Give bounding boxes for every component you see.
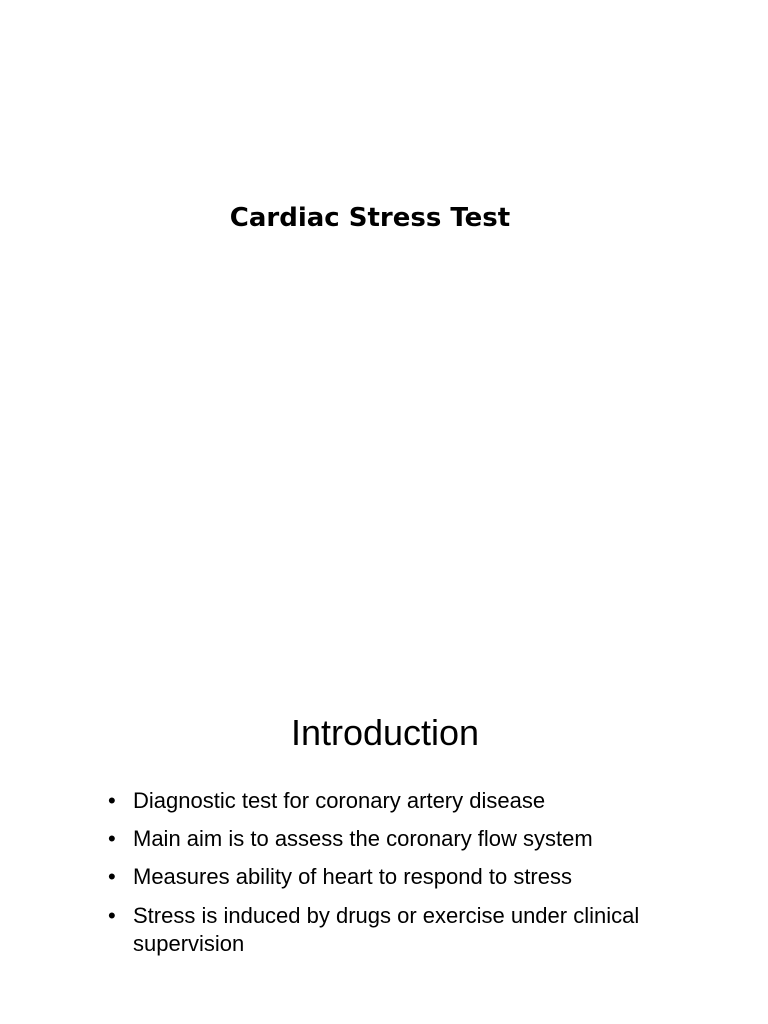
- bullet-dot-icon: •: [108, 826, 116, 851]
- slide-introduction: [0, 700, 768, 1024]
- bullet-item: [108, 825, 673, 853]
- document-title: Cardiac Stress Test: [229, 203, 511, 233]
- bullet-dot-icon: •: [108, 788, 116, 813]
- bullet-list: [108, 787, 673, 968]
- bullet-text: Measures ability of heart to respond to stress: [133, 864, 572, 889]
- bullet-item: [108, 787, 673, 815]
- bullet-dot-icon: •: [108, 864, 116, 889]
- bullet-dot-icon: •: [108, 903, 116, 928]
- bullet-text: Diagnostic test for coronary artery disease: [133, 788, 546, 813]
- bullet-item: [108, 863, 673, 891]
- bullet-item: [108, 902, 673, 958]
- slide-heading: Introduction: [290, 712, 480, 753]
- bullet-text: Stress is induced by drugs or exercise under clinical supervision: [133, 903, 640, 956]
- bullet-text: Main aim is to assess the coronary flow system: [133, 826, 593, 851]
